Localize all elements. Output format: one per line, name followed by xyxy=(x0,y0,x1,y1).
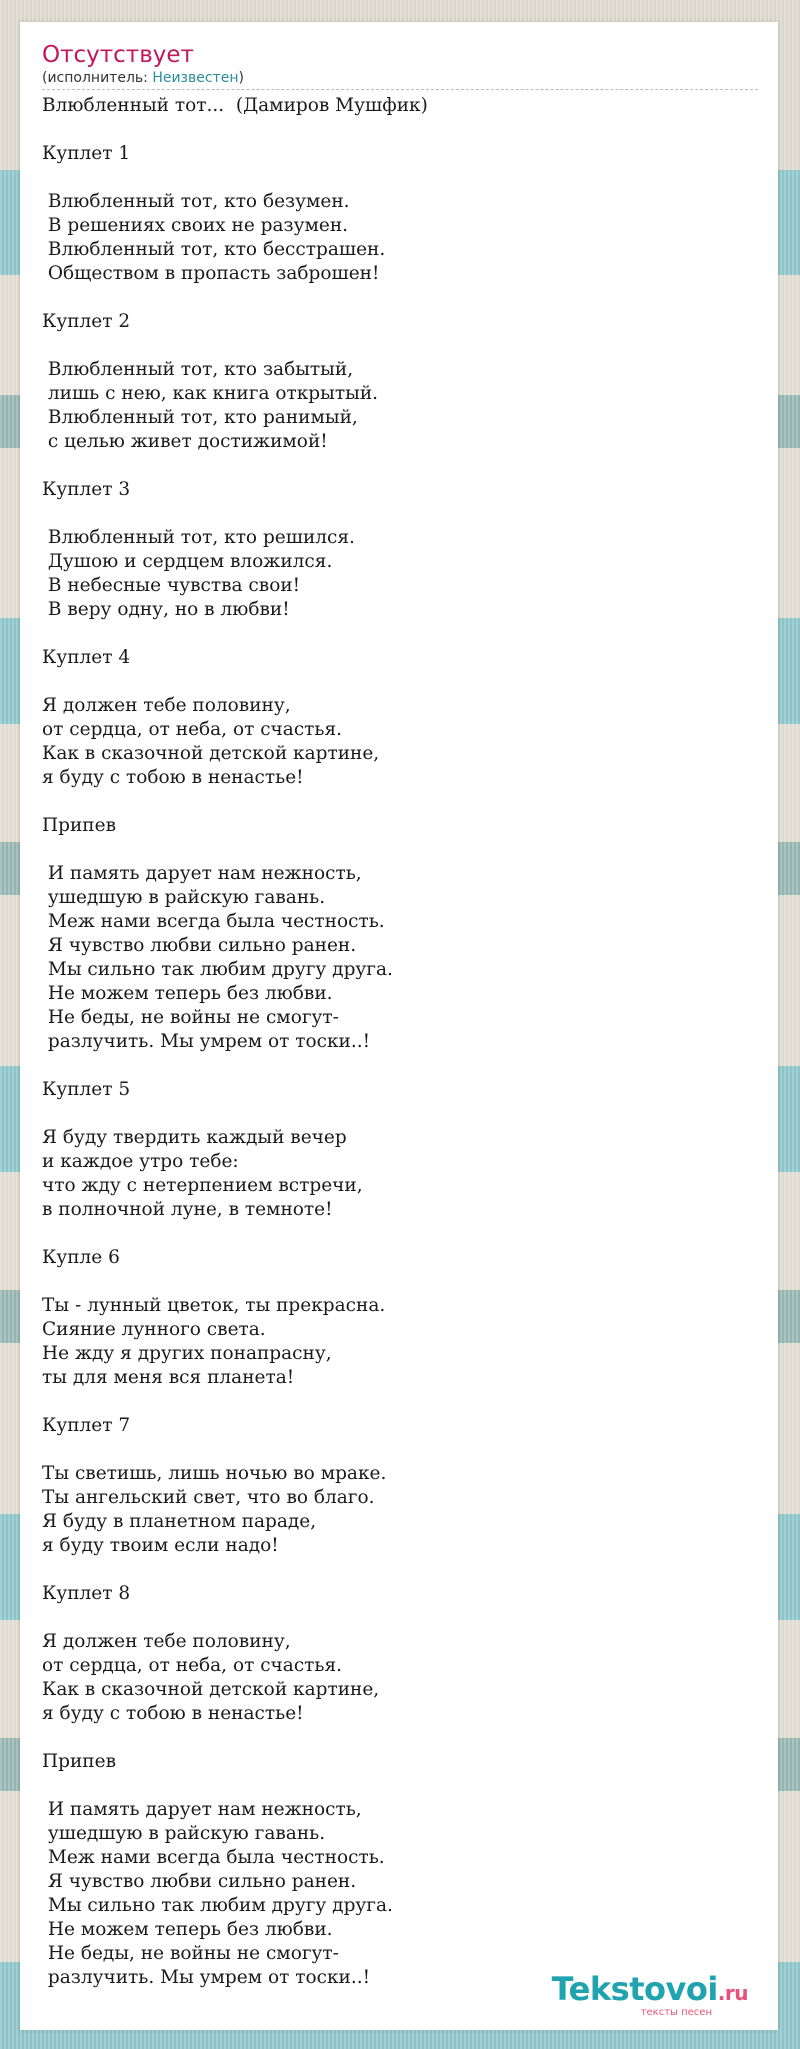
lyrics-text: Влюбленный тот... (Дамиров Мушфик) Куплет 1 Влюбленный тот, кто безумен. В решениях своих не разумен. Влюбленный тот, кто бесстрашен. Обществом в пропасть заброшен! Куплет 2 Влюбленный тот, кто забытый, лишь с нею, как книга открытый. Влюбленный тот, кто ранимый, с целью живет достижимой! Куплет 3 Влюбленный тот, кто решился. Душою и сердцем вложился. В небесные чувства свои! В веру одну, но в любви! Куплет 4 Я должен тебе половину, от сердца, от неба, от счастья. Как в сказочной детской картине, я буду с тобою в ненастье! Припев И память дарует нам нежность, ушедшую в райскую гавань. Меж нами всегда была честность. Я чувство любви сильно ранен. Мы сильно так любим другу друга. Не можем теперь без любви. Не беды, не войны не смогут- разлучить. Мы умрем от тоски..! Куплет 5 Я буду твердить каждый вечер и каждое утро тебе: что жду с нетерпением встречи, в полночной луне, в темноте! Купле 6 Ты - лунный цветок, ты прекрасна. Сияние лунного света. Не жду я других понапрасну, ты для меня вся планета! Куплет 7 Ты светишь, лишь ночью во мраке. Ты ангельский свет, что во благо. Я буду в планетном параде, я буду твоим если надо! Куплет 8 Я должен тебе половину, от сердца, от неба, от счастья. Как в сказочной детской картине, я буду с тобою в ненастье! Припев И память дарует нам нежность, ушедшую в райскую гавань. Меж нами всегда была честность. Я чувство любви сильно ранен. Мы сильно так любим другу друга. Не можем теперь без любви. Не беды, не войны не смогут- разлучить. Мы умрем от тоски..! xyxy=(42,95,428,1988)
performer-prefix: (исполнитель: xyxy=(42,70,153,86)
logo-tld: .ru xyxy=(717,1981,748,2005)
performer-link[interactable]: Неизвестен xyxy=(152,70,239,86)
logo-tagline: тексты песен xyxy=(640,2007,712,2018)
logo-name: Tekstovoi xyxy=(551,1970,718,2008)
song-header xyxy=(42,40,758,90)
performer-line xyxy=(42,70,758,87)
song-title: Отсутствует xyxy=(42,42,194,68)
site-logo[interactable] xyxy=(551,1970,748,2018)
logo-wordmark xyxy=(551,1970,748,2009)
lyrics-card xyxy=(20,22,778,2030)
performer-suffix: ) xyxy=(238,70,244,86)
